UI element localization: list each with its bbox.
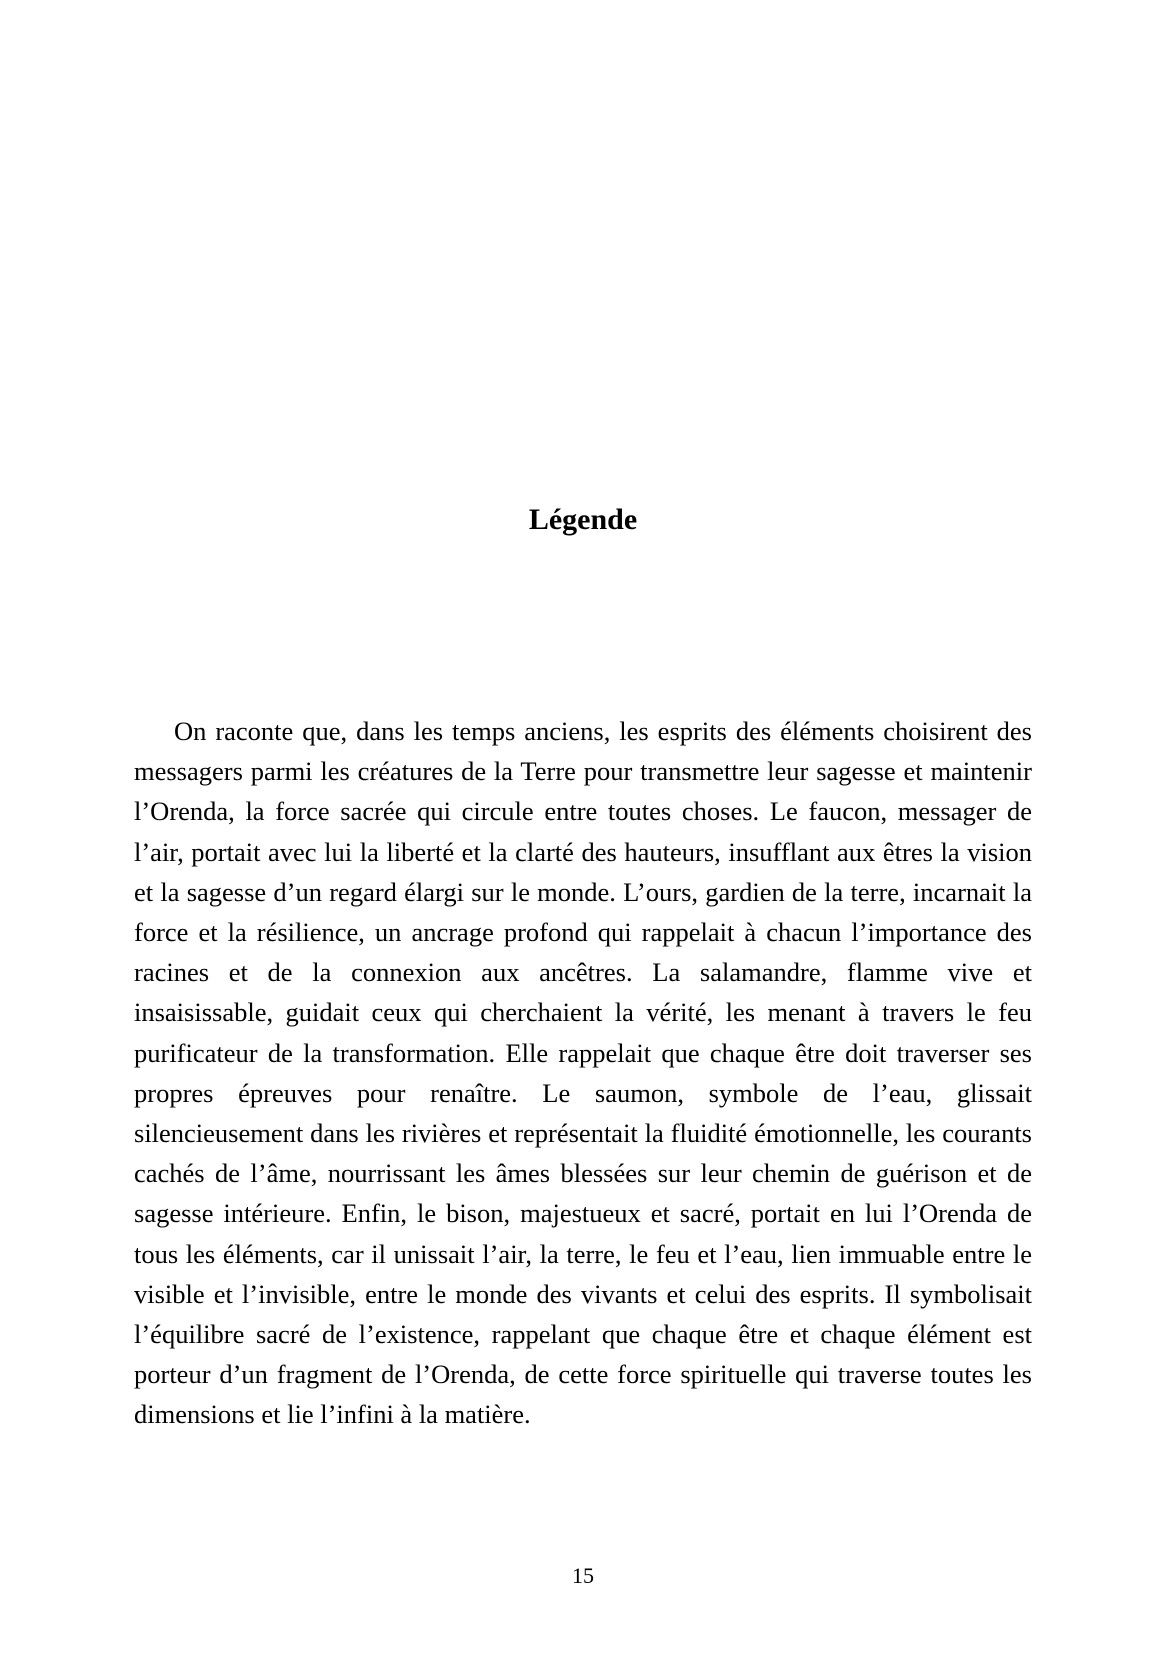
chapter-title: Légende [528, 503, 638, 536]
page-number: 15 [572, 1563, 594, 1588]
body-paragraph: On raconte que, dans les temps anciens, les esprits des éléments choisirent des messagers parmi les créatures de la Terre pour transmettre leur sagesse et maintenir l’Orenda, la force sacrée qui circule entre toutes choses. Le faucon, messager de l’air, portait avec lui la liberté et la clarté des hauteurs, insufflant aux êtres la vision et la sagesse d’un regard élargi sur le monde. L’ours, gardien de la terre, incarnait la force et la résilience, un ancrage profond qui rappelait à chacun l’importance des racines et de la connexion aux ancêtres. La salamandre, flamme vive et insaisissable, guidait ceux qui cherchaient la vérité, les menant à travers le feu purificateur de la transformation. Elle rappelait que chaque être doit traverser ses propres épreuves pour renaître. Le saumon, symbole de l’eau, glissait silencieusement dans les rivières et représentait la fluidité émotionnelle, les courants cachés de l’âme, nourrissant les âmes blessées sur leur chemin de guérison et de sagesse intérieure. Enfin, le bison, majestueux et sacré, portait en lui l’Orenda de tous les éléments, car il unissait l’air, la terre, le feu et l’eau, lien immuable entre le visible et l’invisible, entre le monde des vivants et celui des esprits. Il symbolisait l’équilibre sacré de l’existence, rappelant que chaque être et chaque élément est porteur d’un fragment de l’Orenda, de cette force spirituelle qui traverse toutes les dimensions et lie l’infini à la matière. [134, 716, 1032, 1430]
